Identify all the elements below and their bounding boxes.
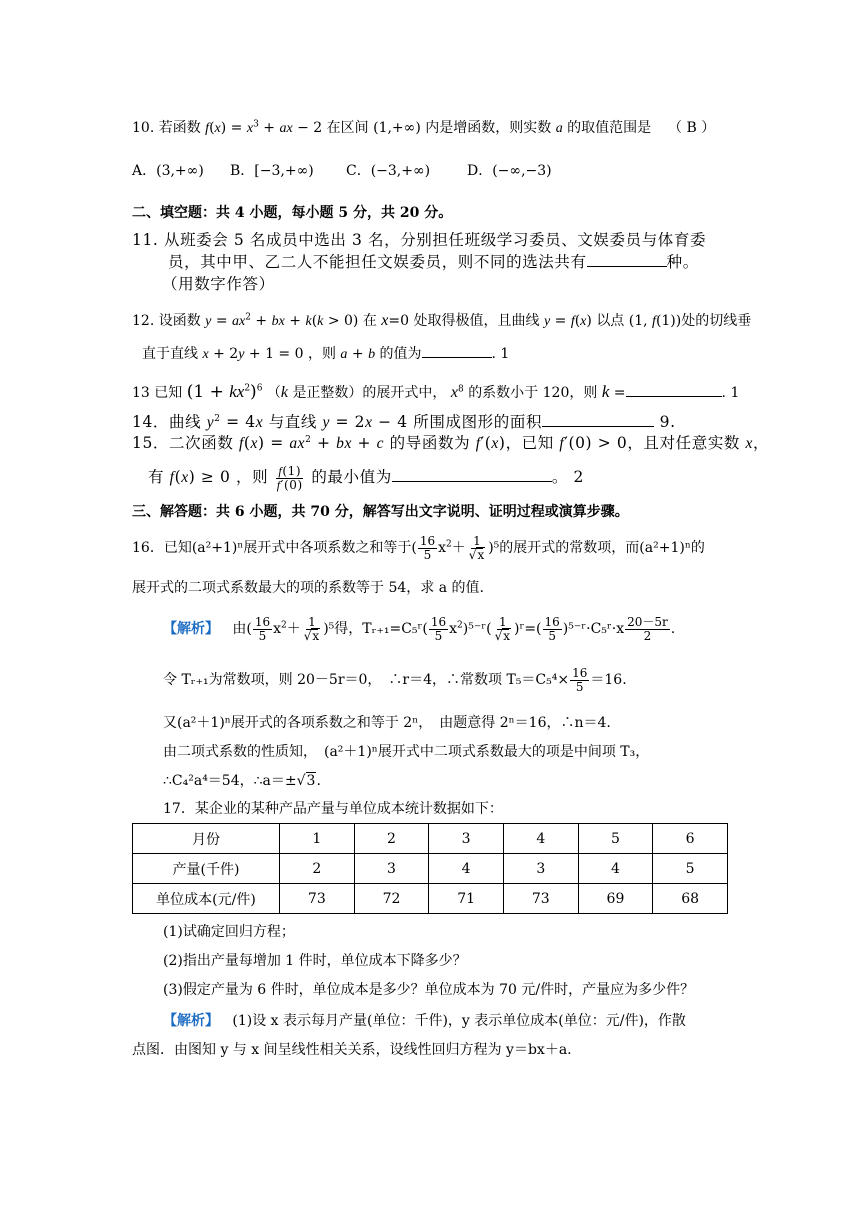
q10-x3: x bbox=[246, 121, 254, 136]
q12-f1: f bbox=[652, 314, 656, 329]
table-cell: 73 bbox=[503, 884, 578, 914]
q17-part1: (1)试确定回归方程； bbox=[163, 924, 295, 940]
q15-c: ，已知 bbox=[505, 434, 554, 452]
q16-s-frac3: $\frac{16}{5}$ bbox=[430, 614, 447, 643]
q16-s5-text: ∴C₄²a⁴＝54，∴a＝± bbox=[163, 773, 297, 789]
q15-blank bbox=[392, 467, 552, 482]
q16-sol5: ∴C₄²a⁴＝54，∴a＝±√3. bbox=[163, 773, 321, 789]
table-cell: 1 bbox=[280, 824, 355, 854]
q13-k-eq: k bbox=[601, 382, 610, 401]
q11-line1: 11. 从班委会 5 名成员中选出 3 名，分别担任班级学习委员、文娱委员与体育委 bbox=[132, 231, 707, 249]
q12-func: y bbox=[205, 314, 212, 329]
table-cell: 4 bbox=[503, 824, 578, 854]
q16-l1a: 16．已知(a²+1)ⁿ展开式中各项系数之和等于( bbox=[132, 540, 417, 556]
q11-line3: （用数字作答） bbox=[162, 275, 275, 293]
q12-bx: bx bbox=[271, 314, 285, 329]
q13-x8: x bbox=[450, 384, 458, 401]
q14-x: x bbox=[255, 414, 264, 431]
table-cell: 5 bbox=[578, 824, 653, 854]
q12-line2: 直于直线 x + 2y + 1 = 0 ，则 a + b 的值为 . 1 bbox=[142, 343, 509, 365]
q11-line2-text: 员，其中甲、乙二人不能担任文娱委员，则不同的选法共有 bbox=[168, 253, 587, 271]
table-cell: 4 bbox=[578, 854, 653, 884]
q17-part2: (2)指出产量每增加 1 件时，单位成本下降多少？ bbox=[163, 953, 467, 969]
q15-period: 。 bbox=[551, 468, 568, 486]
q16-sol-label: 【解析】 bbox=[163, 621, 219, 637]
table-cell: 单位成本(元/件) bbox=[133, 884, 280, 914]
q12-k: k bbox=[305, 314, 312, 329]
q13-b: （ bbox=[266, 385, 281, 401]
table-cell: 3 bbox=[354, 854, 429, 884]
q12-ab2: b bbox=[368, 347, 376, 362]
q16-s1a: 由( bbox=[232, 621, 252, 637]
table-cell: 68 bbox=[653, 884, 728, 914]
table-cell: 2 bbox=[354, 824, 429, 854]
q13-a: 13 已知 bbox=[132, 385, 183, 401]
table-cell: 71 bbox=[429, 884, 504, 914]
q16-s1d: )ʳ=( bbox=[514, 621, 542, 637]
q12-ax2: ax bbox=[232, 314, 246, 329]
q12-line-y: y bbox=[238, 347, 245, 362]
q13-line: 13 已知 $(1 + kx^2)^6$ （k 是正整数）的展开式中， $x^8$ 的系数小于 120，则 k = . 1 bbox=[132, 382, 740, 402]
q10-option-c: C．(−3,+∞) bbox=[346, 163, 431, 179]
q14-blank bbox=[542, 412, 654, 427]
q13-blank bbox=[626, 382, 722, 397]
table-cell: 月份 bbox=[133, 824, 280, 854]
q16-sol3: 又(a²＋1)ⁿ展开式的各项系数之和等于 2ⁿ， 由题意得 2ⁿ＝16，∴n＝4. bbox=[163, 715, 611, 731]
table-cell: 6 bbox=[653, 824, 728, 854]
q12-l2a: 直于直线 bbox=[142, 346, 198, 362]
q17-sol1 bbox=[163, 1011, 686, 1031]
q16-s2-text: 令 Tᵣ₊₁为常数项，则 20－5r＝0， ∴r＝4，∴常数项 T₅＝C₅⁴× bbox=[163, 672, 570, 688]
q12-l2c: 的值为 bbox=[379, 346, 422, 362]
q15-l2a: 有 bbox=[148, 468, 165, 486]
q11-blank bbox=[587, 252, 667, 267]
q10-var: x bbox=[214, 121, 221, 136]
q14-y2: y bbox=[206, 414, 215, 431]
q16-l1b: )⁵的展开式的常数项，而(a²+1)ⁿ的 bbox=[488, 540, 705, 556]
q10-ax: ax bbox=[279, 121, 293, 136]
q12-l2b: ，则 bbox=[307, 346, 336, 362]
q14-y: y bbox=[322, 414, 331, 431]
q17-data-table bbox=[132, 823, 728, 914]
q14-line: 14．曲线 $y^2 = 4x$ 与直线 y = 2x − 4 所围成图形的面积 9. bbox=[132, 413, 676, 431]
q12-x0: x bbox=[381, 312, 389, 329]
q16-s-frac5: $\frac{16}{5}$ bbox=[544, 614, 560, 643]
q10-mid: 在区间 bbox=[326, 120, 369, 136]
q17-title: 17．某企业的某种产品产量与单位成本统计数据如下： bbox=[163, 801, 503, 817]
q17-part3: (3)假定产量为 6 件时，单位成本是多少？单位成本为 70 元/件时，产量应为多少件？ bbox=[163, 982, 695, 998]
q16-s-frac2: $\frac{1}{√x}$ bbox=[303, 614, 320, 643]
table-cell: 3 bbox=[429, 824, 504, 854]
q12-c: 处取得极值，且曲线 bbox=[413, 313, 540, 329]
q10-option-a: A．(3,+∞) bbox=[132, 163, 204, 179]
q15-d: ，且对任意实数 bbox=[627, 434, 741, 452]
q11-line2-end: 种。 bbox=[666, 253, 699, 271]
q16-line1: 16．已知(a²+1)ⁿ展开式中各项系数之和等于( $\frac{16}{5}$ $x^2+$ $\frac{1}{√x}$ )⁵的展开式的常数项，而(a²+1)ⁿ的 bbox=[132, 533, 705, 562]
table-cell: 73 bbox=[280, 884, 355, 914]
q15-f: f bbox=[238, 435, 244, 452]
q12-ab: a bbox=[340, 347, 348, 362]
table-cell: 69 bbox=[578, 884, 653, 914]
q16-s-frac1: $\frac{16}{5}$ bbox=[254, 614, 271, 643]
q15-a: 15．二次函数 bbox=[132, 434, 234, 452]
q16-s2-frac: $\frac{16}{5}$ bbox=[572, 665, 588, 694]
q15-b: 的导函数为 bbox=[389, 434, 471, 452]
q12-y: y bbox=[543, 314, 551, 329]
q16-line2: 展开式的二项式系数最大的项的系数等于 54，求 a 的值. bbox=[132, 580, 484, 596]
q10-suffix: 内是增函数，则实数 bbox=[425, 120, 552, 136]
q12-b: 在 bbox=[362, 313, 377, 329]
q16-frac-16-5: $\frac{16}{5}$ bbox=[419, 533, 436, 562]
table-cell: 3 bbox=[503, 854, 578, 884]
q10-function: f bbox=[205, 121, 210, 136]
q15-x: x bbox=[745, 435, 754, 452]
q12-d: 以点 bbox=[596, 313, 625, 329]
q10-option-b: B．[−3,+∞) bbox=[230, 163, 314, 179]
q17-s1-text: (1)设 x 表示每月产量(单位：千件)，y 表示单位成本(单位：元/件)，作散 bbox=[232, 1013, 686, 1029]
q16-s1e: )⁵⁻ʳ·C₅ʳ·x bbox=[562, 621, 625, 637]
q14-b: 与直线 bbox=[268, 413, 318, 431]
q16-s1b: )⁵得，Tᵣ₊₁=C₅ʳ( bbox=[323, 621, 428, 637]
q15-l2b: ，则 bbox=[235, 468, 269, 486]
q12-blank bbox=[422, 343, 492, 358]
q15-fp0: f bbox=[559, 435, 565, 452]
q17-sol2: 点图．由图知 y 与 x 间呈线性相关关系，设线性回归方程为 y＝bx＋a. bbox=[132, 1042, 572, 1058]
q15-line2: 有 f(x) ≥ 0 ，则 $\frac{f(1)}{f'(0)}$ 的最小值为 。 2 bbox=[148, 463, 584, 492]
section2-heading: 二、填空题：共 4 小题，每小题 5 分，共 20 分。 bbox=[132, 205, 453, 221]
q12-k2: k bbox=[317, 314, 324, 329]
q13-c: 是正整数）的展开式中， bbox=[292, 385, 447, 401]
q13-answer: 1 bbox=[730, 385, 740, 401]
q13-d: 的系数小于 120，则 bbox=[468, 385, 598, 401]
table-row bbox=[133, 824, 728, 854]
q12-line-x: x bbox=[202, 347, 209, 362]
q15-l2c: 的最小值为 bbox=[311, 468, 392, 486]
q12-line1: 12. 设函数 $y = ax^2$ + bx + k(k > 0) 在 x=0 处取得极值，且曲线 y = f(x) 以点 (1, f(1))处的切线垂 bbox=[132, 312, 752, 329]
q13-k: k bbox=[280, 384, 288, 401]
table-row bbox=[133, 854, 728, 884]
q12-e: 处的切线垂 bbox=[681, 313, 752, 329]
table-cell: 2 bbox=[280, 854, 355, 884]
table-cell: 5 bbox=[653, 854, 728, 884]
q10-option-d: D．(−∞,−3) bbox=[467, 163, 552, 179]
q10-a: a bbox=[555, 121, 563, 136]
q14-c: 所围成图形的面积 bbox=[413, 413, 543, 431]
q16-s1c: )⁵⁻ʳ( bbox=[462, 621, 492, 637]
q12-a: 12. 设函数 bbox=[132, 313, 201, 329]
q10-prefix: 10. 若函数 bbox=[132, 120, 201, 136]
q12-fx: x bbox=[580, 314, 587, 329]
q12-answer: 1 bbox=[500, 346, 510, 362]
q11-line2 bbox=[168, 252, 699, 272]
q15-fraction: $\frac{f(1)}{f'(0)}$ bbox=[276, 463, 303, 492]
q16-s2-end: ＝16. bbox=[590, 672, 627, 688]
q16-frac-1-sqrtx: $\frac{1}{√x}$ bbox=[468, 533, 485, 562]
table-cell: 产量(千件) bbox=[133, 854, 280, 884]
table-cell: 72 bbox=[354, 884, 429, 914]
q15-fprime: f bbox=[475, 435, 481, 452]
section3-heading: 三、解答题：共 6 小题，共 70 分，解答写出文字说明、证明过程或演算步骤。 bbox=[132, 504, 629, 520]
q15-answer: 2 bbox=[573, 468, 584, 486]
q16-s-frac6: $\frac{20-5r}{2}$ bbox=[627, 614, 668, 643]
q16-sol1: 【解析】 由( $\frac{16}{5}$ $x^2+$ $\frac{1}{√x}$ )⁵得，Tᵣ₊₁=C₅ʳ( $\frac{16}{5}$ $x^2)^{5-}ʳ$( $\frac{1}{√x}$ )ʳ=( $\frac{16}{5}$ )⁵⁻ʳ·C₅ʳ·x $\frac{20-5r}{2}$ . bbox=[163, 614, 676, 643]
q16-sol2 bbox=[163, 664, 627, 696]
q15-fx: f bbox=[169, 469, 175, 486]
table-cell: 4 bbox=[429, 854, 504, 884]
q16-s-frac4: $\frac{1}{√x}$ bbox=[494, 614, 510, 643]
q17-sol-label: 【解析】 bbox=[163, 1013, 219, 1029]
q13-binomial: $(1 + kx^2)^6$ bbox=[186, 382, 263, 402]
q16-sol4: 由二项式系数的性质知， (a²＋1)ⁿ展开式中二项式系数最大的项是中间项 T₃， bbox=[163, 744, 650, 760]
q10-suffix2: 的取值范围是 bbox=[567, 120, 652, 136]
table-row bbox=[133, 884, 728, 914]
q14-a: 14．曲线 bbox=[132, 413, 202, 431]
q10-interval: (1,+∞) bbox=[373, 120, 421, 136]
q10-answer: （ B ） bbox=[668, 120, 716, 136]
q15-line1: 15．二次函数 $f(x) = ax^2$ + bx + c 的导函数为 f′(x)，已知 f′(0) > 0，且对任意实数 x， bbox=[132, 434, 770, 452]
q12-f: f bbox=[570, 314, 575, 329]
q14-x2: x bbox=[365, 414, 373, 431]
q10-stem: 10. 若函数 $f(x) = x^3$ + ax − 2 在区间 (1,+∞) 内是增函数，则实数 a 的取值范围是 bbox=[132, 119, 652, 136]
q14-answer: 9. bbox=[659, 413, 676, 431]
